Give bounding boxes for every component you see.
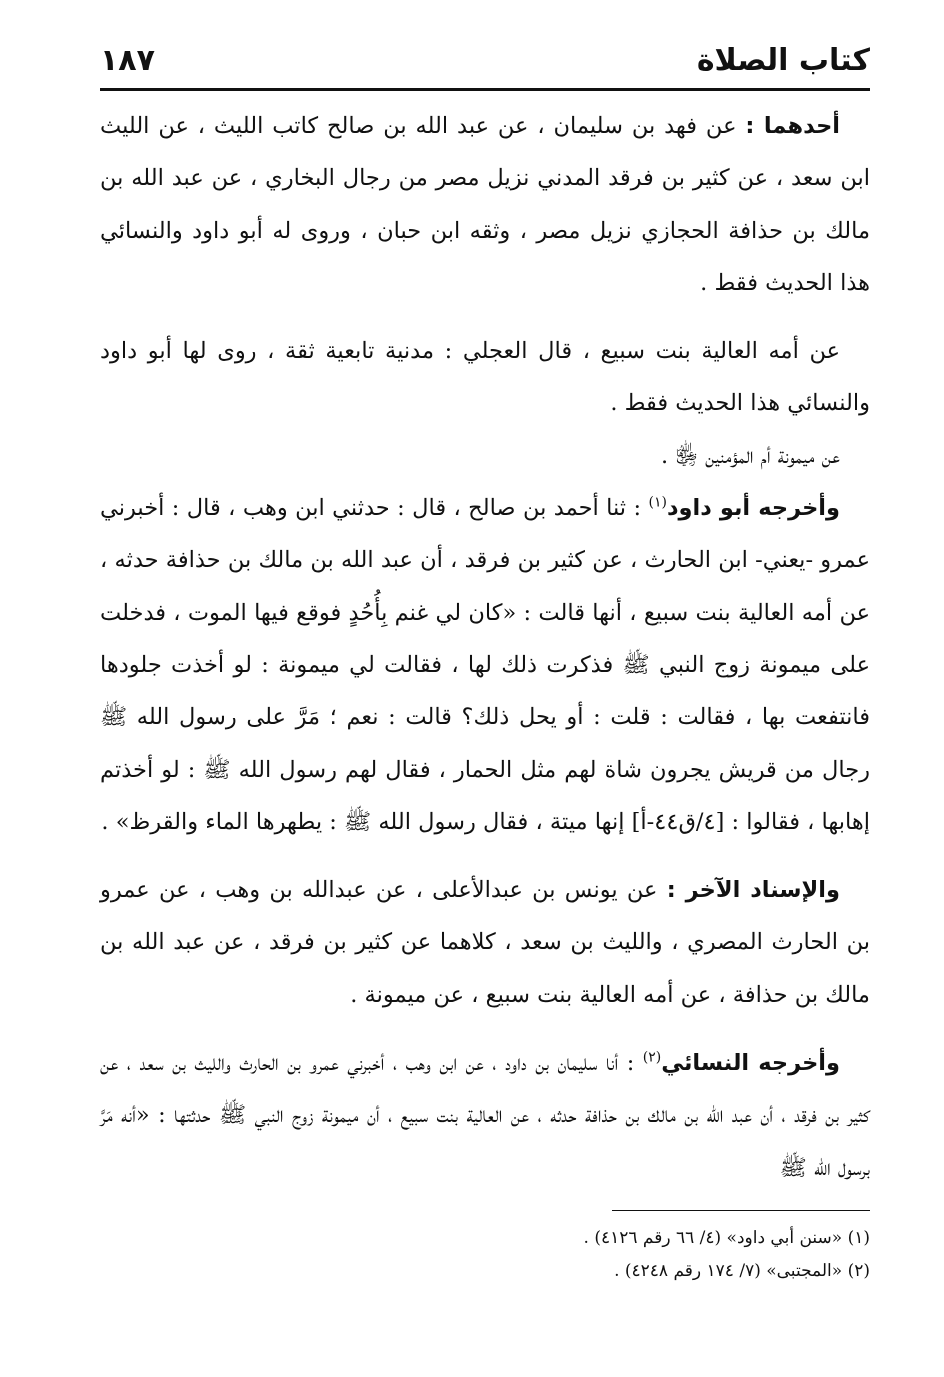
paragraph-lead: وأخرجه النسائي — [661, 1050, 840, 1077]
paragraph-lead: والإسناد الآخر : — [666, 877, 840, 904]
paragraph-mother-narrator — [100, 325, 870, 430]
footnotes — [100, 1222, 870, 1288]
paragraph-second-isnad — [100, 864, 870, 1021]
footnote-separator — [612, 1210, 870, 1211]
paragraph-text: عن يونس بن عبدالأعلى ، عن عبدالله بن وهب ، عن عمرو بن الحارث المصري ، والليث بن سعد ، كلاهما عن كثير بن فرقد ، عن عبد الله بن مالك بن حذافة ، عن أمه العالية بنت سبيع ، عن ميمونة . — [100, 877, 870, 1008]
paragraph-lead: وأخرجه أبو داود — [666, 495, 841, 522]
paragraph-first-isnad — [100, 100, 870, 309]
main-text — [100, 100, 870, 1194]
paragraph-text: عن فهد بن سليمان ، عن عبد الله بن صالح كاتب الليث ، عن الليث ابن سعد ، عن كثير بن فرقد المدني نزيل مصر من رجال البخاري ، عن عبد الله بن مالك بن حذافة الحجازي نزيل مصر ، وثقه ابن حبان ، وروى له أبو داود والنسائي هذا الحديث فقط . — [100, 113, 870, 296]
paragraph-text: : ثنا أحمد بن صالح ، قال : حدثني ابن وهب ، قال : أخبرني عمرو -يعني- ابن الحارث ، عن كثير بن فرقد ، أن عبد الله بن مالك بن حذافة حدثه ، عن أمه العالية بنت سبيع ، أنها قالت : «كان لي غنم بِأُحُدٍ فوقع فيها الموت ، فدخلت على ميمونة زوج النبي ﷺ فذكرت ذلك لها ، فقالت لي ميمونة : لو أخذت جلودها فانتفعت بها ، فقالت : قلت : أو يحل ذلك؟ قالت : نعم ؛ مَرَّ على رسول الله ﷺ رجال من قريش يجرون شاة لهم مثل الحمار ، فقال لهم رسول الله ﷺ : لو أخذتم إهابها ، فقالوا : [٤/ق٤٤-أ] إنها ميتة ، فقال رسول الله ﷺ : يطهرها الماء والقرظ» . — [100, 495, 870, 835]
running-header — [100, 34, 870, 86]
footnote-reference-1: (١) — [648, 494, 667, 511]
footnote-1: (١) «سنن أبي داود» (٤/ ٦٦ رقم ٤١٢٦) . — [583, 1228, 870, 1248]
paragraph-lead: أحدهما : — [745, 113, 840, 139]
paragraph-abu-dawud — [100, 482, 870, 848]
paragraph-text: عن أمه العالية بنت سبيع ، قال العجلي : مدنية تابعية ثقة ، روى لها أبو داود والنسائي هذا الحديث فقط . — [100, 338, 870, 417]
paragraph-nasai — [100, 1037, 870, 1194]
footnote-reference-2: (٢) — [642, 1049, 662, 1066]
footnote-2: (٢) «المجتبى» (٧/ ١٧٤ رقم ٤٢٤٨) . — [614, 1261, 870, 1281]
paragraph-text: عن ميمونة أم المؤمنين ﵂ . — [660, 442, 840, 469]
paragraph-maymuna — [100, 430, 870, 482]
header-rule — [100, 88, 870, 91]
page-number: ١٨٧ — [100, 42, 155, 78]
paragraph-text: : أنا سليمان بن داود ، عن ابن وهب ، أخبرني عمرو بن الحارث والليث بن سعد ، عن كثير بن فرقد ، أن عبد الله بن مالك بن حذافة حدثه ، عن العالية بنت سبيع ، أن ميمونة زوج النبي ﷺ حدثتها : «أنه مَرَّ برسول الله ﷺ — [100, 1050, 870, 1181]
book-title: كتاب الصلاة — [696, 42, 870, 78]
